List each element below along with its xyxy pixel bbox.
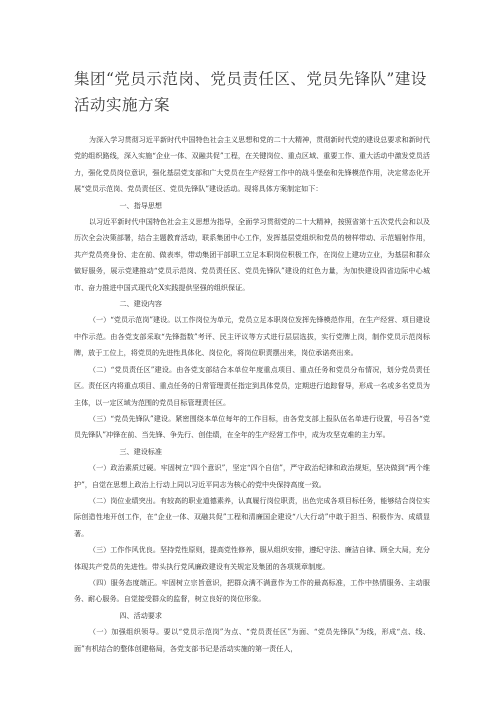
- section-heading: 四、活动要求: [119, 610, 162, 620]
- section-heading: 二、建设内容: [119, 299, 162, 309]
- document-title: 集团“党员示范岗、党员责任区、党员先锋队”建设活动实施方案: [74, 70, 427, 114]
- body-paragraph: （二）岗位业绩突出。有较高的职业道德素养，认真履行岗位职责，出色完成各项目标任务，能够结合岗位实际创造性地开创工作，在“企业一体、双融共促”工程和清廉国企建设“八大行动”中敢于担当、积极作为、成绩显著。: [74, 495, 430, 538]
- body-paragraph: （二）“党员责任区”建设。由各党支部结合本单位年度重点项目、重点任务和党员分布情况，划分党员责任区。责任区内将重点项目、重点任务的日常管理责任指定到具体党员，定期进行追踪督导，形成一名或多名党员为主体，以一定区域为范围的党员目标管理责任区。: [74, 364, 430, 407]
- body-paragraph: （一）“党员示范岗”建设。以工作岗位为单元，党员立足本职岗位发挥先锋模范作用，在生产经营、项目建设中作示范。由各党支部采取“先锋指数”考评、民主评议等方式进行层层选拔，实行党牌上岗，制作党员示范岗标牌，放于工位上，将党员的先进性具体化、岗位化，将岗位职责摆出来，岗位承诺亮出来。: [74, 315, 430, 358]
- body-paragraph: （三）“党员先锋队”建设。紧密围绕本单位每年的工作目标，由各党支部上报队伍名单进行设置，号召各“党员先锋队”冲锋在前、当先锋、争先行、创佳绩，在全年的生产经营工作中，成为攻坚克难的主力军。: [74, 413, 430, 440]
- body-paragraph: （一）政治素质过硬。牢固树立“四个意识”，坚定“四个自信”，严守政治纪律和政治规矩，坚决做到“两个维护”，自觉在思想上政治上行动上同以习近平同志为核心的党中央保持高度一致。: [74, 463, 430, 489]
- section-heading: 一、指导思想: [119, 200, 162, 210]
- section-heading: 三、建设标准: [119, 446, 162, 456]
- intro-paragraph: 为深入学习贯彻习近平新时代中国特色社会主义思想和党的二十大精神，贯彻新时代党的建设总要求和新时代党的组织路线，深入实施“企业一体、双融共促”工程，在关键岗位、重点区域、重要工作、重大活动中激发党员活力，强化党员岗位意识，强化基层党支部和广大党员在生产经营工作中的战斗堡垒和先锋模范作用，决定常态化开展“党员示范岗、党员责任区、党员先锋队”建设活动。现将具体方案制定如下：: [74, 135, 430, 194]
- body-paragraph: （一）加强组织领导。要以“党员示范岗”为点、“党员责任区”为面、“党员先锋队”为线，形成“点、线、面”有机结合的整体创建格局，各党支部书记是活动实施的第一责任人，: [74, 627, 430, 653]
- body-paragraph: （四）服务态度端正。牢固树立宗旨意识，把群众满不满意作为工作的最高标准，工作中热情服务、主动服务、耐心服务。自觉接受群众的监督，树立良好的岗位形象。: [74, 577, 430, 604]
- body-paragraph: 以习近平新时代中国特色社会主义思想为指导，全面学习贯彻党的二十大精神，按照省第十五次党代会和以及历次全会决策部署，结合主题教育活动，联系集团中心工作，发挥基层党组织和党员的榜样带动、示范辐射作用，共产党员亮身份、走在前、做表率，带动集团干部职工立足本职岗位积极工作，在岗位上建功立业，为基层和群众做好服务，展示党建推动“党员示范岗、党员责任区、党员先锋队”建设的红色力量，为加快建设四省边际中心城市、奋力推进中国式现代化X实践提供坚强的组织保证。: [74, 217, 430, 292]
- body-paragraph: （三）工作作风优良。坚持党性原则，提高党性修养，服从组织安排，遵纪守法、廉洁自律、顾全大局，充分体现共产党员的先进性。带头执行党风廉政建设有关规定及集团的各项规章制度。: [74, 545, 430, 571]
